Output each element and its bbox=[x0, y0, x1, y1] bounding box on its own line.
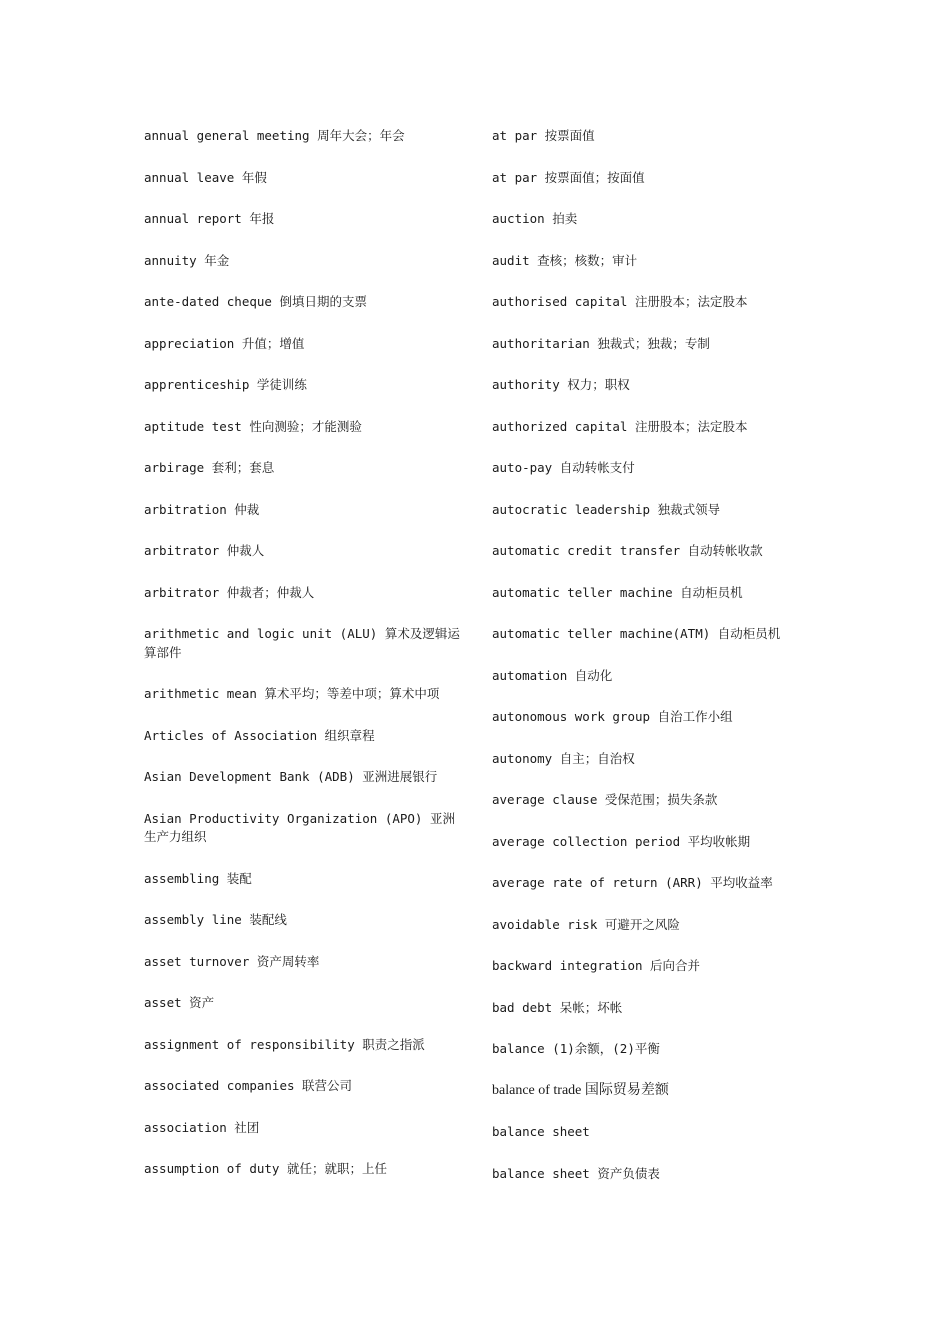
glossary-entry: arbitrator 仲裁者；仲裁人 bbox=[144, 584, 315, 600]
glossary-entry: apprenticeship 学徒训练 bbox=[144, 377, 307, 392]
glossary-entry: at par 按票面值 bbox=[492, 128, 595, 143]
glossary-entry: bad debt 呆帐；坏帐 bbox=[492, 999, 623, 1015]
glossary-entry: arbitration 仲裁 bbox=[144, 501, 260, 517]
glossary-entry: at par 按票面值；按面值 bbox=[492, 169, 645, 185]
glossary-entry: average rate of return (ARR) 平均收益率 bbox=[492, 875, 773, 890]
glossary-entry: assembling 装配 bbox=[144, 870, 252, 886]
glossary-entry: appreciation 升值；增值 bbox=[144, 335, 305, 351]
glossary-entry: balance of trade 国际贸易差额 bbox=[492, 1082, 669, 1098]
glossary-entry: authorised capital 注册股本；法定股本 bbox=[492, 294, 748, 309]
glossary-entry: automation 自动化 bbox=[492, 667, 613, 683]
glossary-entry: asset 资产 bbox=[144, 995, 215, 1010]
glossary-entry: assignment of responsibility 职责之指派 bbox=[144, 1036, 425, 1052]
glossary-entry: auto-pay 自动转帐支付 bbox=[492, 460, 635, 475]
glossary-entry: associated companies 联营公司 bbox=[144, 1078, 353, 1093]
glossary-entry: authoritarian 独裁式；独裁；专制 bbox=[492, 335, 710, 351]
glossary-entry: autonomy 自主；自治权 bbox=[492, 750, 635, 766]
glossary-entry: balance sheet 资产负债表 bbox=[492, 1165, 660, 1181]
glossary-entry: average collection period 平均收帐期 bbox=[492, 833, 751, 849]
glossary-entry: aptitude test 性向测验；才能测验 bbox=[144, 418, 362, 434]
glossary-entry: arbitrator 仲裁人 bbox=[144, 543, 265, 558]
glossary-entry: asset turnover 资产周转率 bbox=[144, 953, 320, 969]
glossary-entry: annual report 年报 bbox=[144, 211, 275, 226]
left-column bbox=[144, 127, 462, 1202]
glossary-entry: Asian Productivity Organization (APO) 亚洲生产力组织 bbox=[144, 810, 455, 844]
glossary-entry: automatic credit transfer 自动转帐收款 bbox=[492, 543, 763, 558]
glossary-entry: association 社团 bbox=[144, 1119, 260, 1135]
glossary-entry: Asian Development Bank (ADB) 亚洲进展银行 bbox=[144, 769, 438, 784]
glossary-entry: assumption of duty 就任；就职；上任 bbox=[144, 1161, 387, 1176]
glossary-entry: avoidable risk 可避开之风险 bbox=[492, 916, 680, 932]
glossary-entry: authority 权力；职权 bbox=[492, 377, 630, 392]
glossary-entry: balance (1)余额，(2)平衡 bbox=[492, 1041, 660, 1056]
glossary-entry: arbirage 套利；套息 bbox=[144, 460, 275, 475]
glossary-entry: audit 查核；核数；审计 bbox=[492, 252, 638, 268]
glossary-entry: average clause 受保范围；损失条款 bbox=[492, 792, 718, 807]
glossary-entry: assembly line 装配线 bbox=[144, 912, 287, 927]
glossary-entry: annual general meeting 周年大会；年会 bbox=[144, 128, 405, 143]
glossary-entry: autocratic leadership 独裁式领导 bbox=[492, 501, 721, 517]
glossary-entry: auction 拍卖 bbox=[492, 211, 578, 226]
glossary-entry: balance sheet bbox=[492, 1124, 590, 1139]
glossary-entry: arithmetic mean 算术平均；等差中项；算术中项 bbox=[144, 686, 440, 701]
glossary-entry: annual leave 年假 bbox=[144, 169, 267, 185]
glossary-entry: automatic teller machine 自动柜员机 bbox=[492, 584, 743, 600]
right-column bbox=[492, 127, 812, 1206]
glossary-entry: annuity 年金 bbox=[144, 252, 230, 268]
glossary-entry: authorized capital 注册股本；法定股本 bbox=[492, 418, 748, 434]
glossary-entry: autonomous work group 自治工作小组 bbox=[492, 709, 733, 724]
glossary-entry: backward integration 后向合并 bbox=[492, 958, 701, 973]
glossary-entry: ante-dated cheque 倒填日期的支票 bbox=[144, 294, 367, 309]
glossary-entry: Articles of Association 组织章程 bbox=[144, 727, 375, 743]
glossary-entry: automatic teller machine(ATM) 自动柜员机 bbox=[492, 626, 781, 641]
glossary-entry: arithmetic and logic unit (ALU) 算术及逻辑运算部件 bbox=[144, 626, 460, 660]
